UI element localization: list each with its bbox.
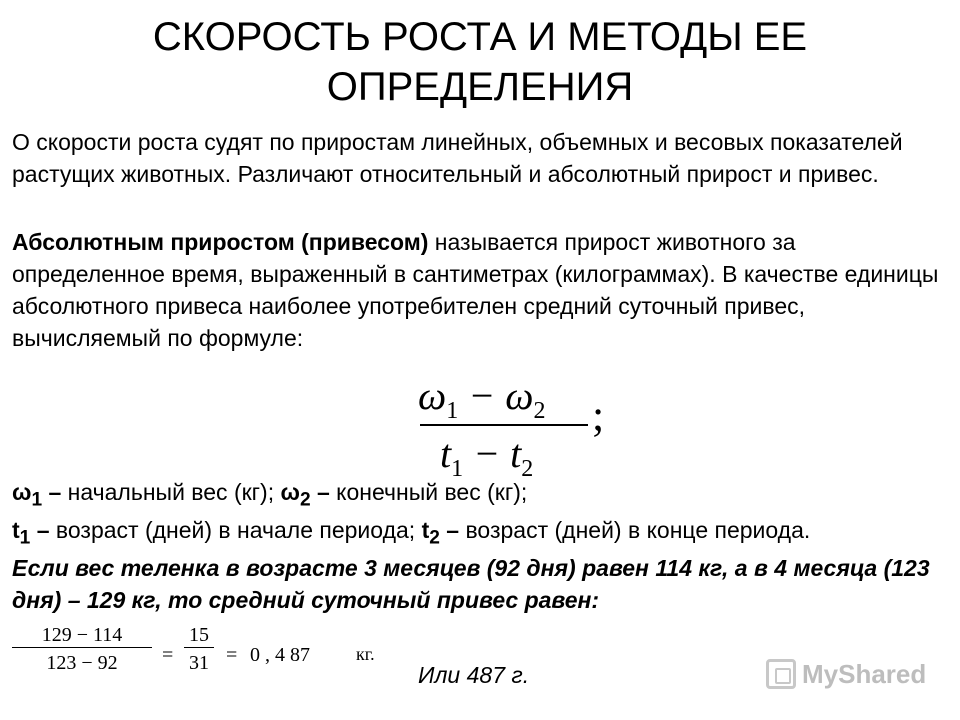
formula-semicolon: ;: [592, 391, 605, 440]
slide-title: СКОРОСТЬ РОСТА И МЕТОДЫ ЕЕ ОПРЕДЕЛЕНИЯ: [152, 15, 808, 109]
example-calculation: [12, 624, 412, 694]
legend-weights: $\omega_1$ – начальный вес (кг); $\omega_2$ – конечный вес (кг);: [12, 479, 528, 511]
alternative-answer: Или 487 г.: [418, 662, 530, 688]
example-question: Если вес теленка в возрасте 3 месяцев (92 дня) равен 114 кг, а в 4 месяца (123 дня) – 129 кг, то средний суточный привес равен:: [12, 555, 930, 613]
legend-ages: $t_1$ – возраст (дней) в начале периода; $t_2$ – возраст (дней) в конце периода.: [12, 517, 811, 549]
formula-denominator: $t_1 - t_2$: [440, 431, 534, 482]
intro-paragraph: О скорости роста судят по приростам линейных, объемных и весовых показателей растущих животных. Различают относительный и абсолютный прирост и привес.: [12, 129, 903, 187]
growth-formula: [410, 372, 610, 482]
definition-term: Абсолютным приростом (привесом): [12, 229, 429, 255]
calc-unit: кг.: [356, 644, 375, 664]
fraction-bar: [420, 424, 588, 426]
calc-result: 0 , 4 87: [250, 644, 310, 666]
equals-sign: =: [162, 644, 174, 666]
watermark-text: MyShared: [802, 658, 927, 689]
formula-numerator: $\omega_1 - \omega_2$: [418, 373, 546, 424]
definition-paragraph: [12, 226, 952, 354]
definition-text: называется прирост животного за определенное время, выраженный в сантиметрах (килограммах). В качестве единицы абсолютного привеса наиболее употребителен средний суточный привес, вычисляемый по формуле:: [12, 229, 939, 351]
equals-sign: =: [226, 644, 238, 666]
myshared-logo-icon: [766, 659, 796, 689]
calc-fraction-2: $\frac{15}{31}$: [184, 624, 214, 675]
calc-fraction-1: $\frac{129 - 114}{123 - 92}$: [12, 624, 152, 675]
watermark: [766, 656, 926, 692]
